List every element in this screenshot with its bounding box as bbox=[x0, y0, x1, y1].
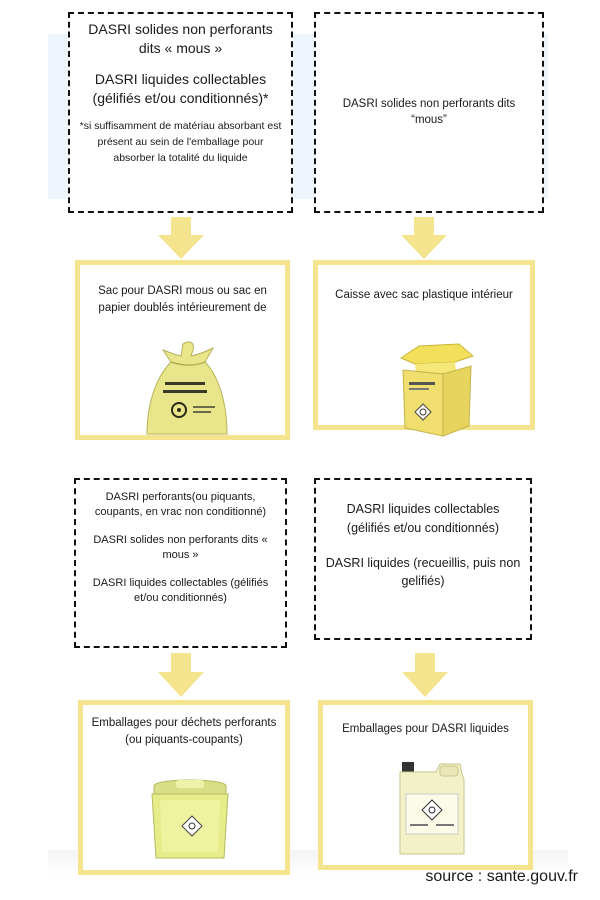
waste-type-box-bottom-left bbox=[74, 478, 287, 648]
jerrycan-icon bbox=[396, 760, 468, 858]
yellow-bag-icon bbox=[143, 340, 231, 438]
waste-type-box-top-left bbox=[68, 12, 293, 213]
sharps-container-icon bbox=[146, 772, 234, 862]
waste-type-collectable-liquid: DASRI liquides collectables (gélifiés et/ou conditionnés) bbox=[346, 502, 500, 535]
arrow-down-icon bbox=[158, 653, 204, 697]
cardboard-box-icon bbox=[397, 340, 477, 438]
arrow-down-icon bbox=[401, 217, 447, 259]
waste-type-soft-solid: DASRI solides non perforants dits « mous » bbox=[93, 533, 268, 562]
waste-type-box-bottom-right bbox=[314, 478, 532, 640]
arrow-down-icon bbox=[158, 217, 204, 259]
container-label: Sac pour DASRI mous ou sac en papier doublés intérieurement de bbox=[98, 285, 267, 315]
waste-type-liquid: DASRI liquides (recueillis, puis non gelifiés) bbox=[325, 555, 521, 589]
container-label: Emballages pour déchets perforants (ou piquants-coupants) bbox=[91, 717, 277, 747]
waste-type-collectable-liquid: DASRI liquides collectables (gélifiés et/ou conditionnés) bbox=[92, 576, 269, 604]
footnote: *si suffisamment de matériau absorbant est présent au sein de l'emballage pour absorber la totalité du liquide bbox=[79, 119, 282, 165]
waste-type-sharps: DASRI perforants(ou piquants, coupants, en vrac non conditionné) bbox=[94, 491, 267, 519]
source-credit: source : sante.gouv.fr bbox=[425, 868, 578, 885]
waste-type-soft-solid: DASRI solides non perforants dits “mous” bbox=[342, 97, 516, 126]
container-label: Emballages pour DASRI liquides bbox=[342, 723, 509, 735]
waste-type-box-top-right bbox=[314, 12, 544, 213]
waste-type-collectable-liquid: DASRI liquides collectables (gélifiés et/ou conditionnés)* bbox=[92, 70, 269, 106]
container-label: Caisse avec sac plastique intérieur bbox=[335, 289, 513, 301]
waste-type-soft-solid: DASRI solides non perforants dits « mous » bbox=[88, 21, 273, 56]
arrow-down-icon bbox=[402, 653, 448, 697]
